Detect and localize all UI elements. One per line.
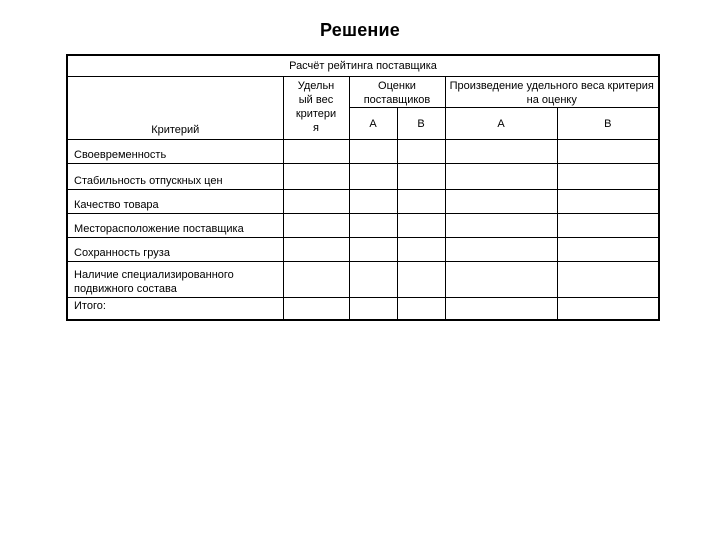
header-criterion: Критерий xyxy=(67,77,283,140)
cell-product-a xyxy=(445,140,557,164)
cell-weight xyxy=(283,214,349,238)
table-row xyxy=(67,190,659,214)
row-criterion: Своевременность xyxy=(67,140,283,164)
header-weight-line: ый вес xyxy=(298,94,334,106)
row-criterion: Сохранность груза xyxy=(67,238,283,262)
cell-product-a xyxy=(445,190,557,214)
cell-rating-b xyxy=(397,262,445,298)
cell-rating-a xyxy=(349,238,397,262)
cell-product-b xyxy=(557,262,659,298)
cell-rating-a xyxy=(349,214,397,238)
cell-product-a xyxy=(445,238,557,262)
cell-rating-b xyxy=(397,298,445,320)
table-caption: Расчёт рейтинга поставщика xyxy=(67,55,659,77)
cell-product-b xyxy=(557,164,659,190)
table-row xyxy=(67,238,659,262)
cell-product-a xyxy=(445,262,557,298)
cell-rating-b xyxy=(397,190,445,214)
cell-rating-a xyxy=(349,164,397,190)
row-criterion: Наличие специализированного подвижного состава xyxy=(67,262,283,298)
cell-product-b xyxy=(557,298,659,320)
header-weight-line: Удельн xyxy=(297,80,335,92)
cell-weight xyxy=(283,140,349,164)
cell-rating-b xyxy=(397,214,445,238)
cell-product-b xyxy=(557,238,659,262)
header-weight-line: критери xyxy=(295,108,337,120)
cell-weight xyxy=(283,298,349,320)
row-criterion: Месторасположение поставщика xyxy=(67,214,283,238)
header-rating-b: В xyxy=(397,108,445,140)
cell-rating-a xyxy=(349,262,397,298)
cell-product-b xyxy=(557,190,659,214)
cell-rating-b xyxy=(397,164,445,190)
cell-rating-a xyxy=(349,140,397,164)
cell-rating-b xyxy=(397,238,445,262)
cell-weight xyxy=(283,262,349,298)
cell-rating-a xyxy=(349,298,397,320)
header-product-b: В xyxy=(557,108,659,140)
table-row xyxy=(67,164,659,190)
row-criterion: Качество товара xyxy=(67,190,283,214)
header-rating-a: А xyxy=(349,108,397,140)
row-total: Итого: xyxy=(67,298,283,320)
row-criterion: Стабильность отпускных цен xyxy=(67,164,283,190)
cell-product-b xyxy=(557,214,659,238)
header-weight xyxy=(283,77,349,140)
cell-product-a xyxy=(445,214,557,238)
cell-product-a xyxy=(445,298,557,320)
header-product: Произведение удельного веса критерия на оценку xyxy=(445,77,659,108)
cell-rating-b xyxy=(397,140,445,164)
table-row xyxy=(67,214,659,238)
cell-product-a xyxy=(445,164,557,190)
supplier-rating-table xyxy=(66,54,660,321)
cell-product-b xyxy=(557,140,659,164)
header-ratings: Оценки поставщиков xyxy=(349,77,445,108)
cell-weight xyxy=(283,190,349,214)
table-row xyxy=(67,298,659,320)
page-title: Решение xyxy=(320,20,400,40)
cell-weight xyxy=(283,164,349,190)
cell-weight xyxy=(283,238,349,262)
header-product-a: А xyxy=(445,108,557,140)
header-weight-line: я xyxy=(313,122,319,134)
table-row xyxy=(67,262,659,298)
cell-rating-a xyxy=(349,190,397,214)
table-row xyxy=(67,140,659,164)
